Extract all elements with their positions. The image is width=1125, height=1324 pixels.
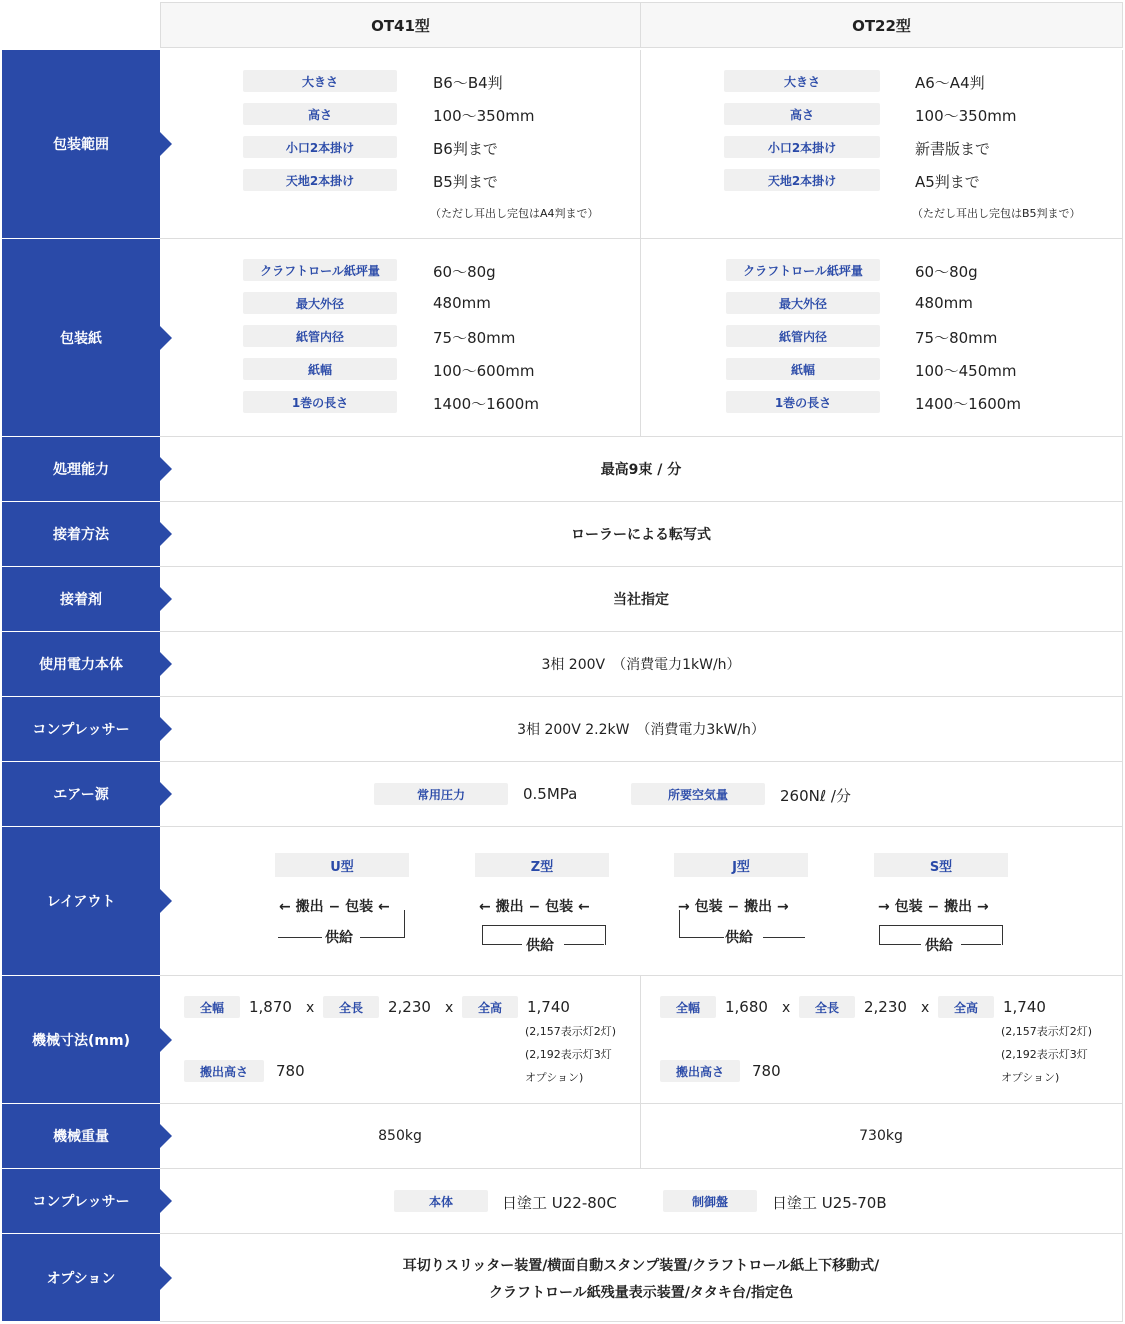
packing-range-ot41 [160, 50, 641, 239]
options-line1: 耳切りスリッター装置/横面自動スタンプ装置/クラフトロール紙上下移動式/ [402, 1258, 880, 1274]
value: 100～350mm [915, 107, 1017, 125]
label-dimensions [2, 976, 160, 1104]
layout-s-bracket [879, 925, 1003, 945]
value: 1,680 [725, 998, 768, 1016]
label-text: 接着剤 [60, 592, 102, 608]
key-pill: 搬出高さ [660, 1060, 740, 1082]
layout-u-line1: ← 搬出 − 包装 ← [279, 899, 390, 915]
label-text: オプション [46, 1270, 116, 1287]
layout-u-bracket [360, 910, 405, 938]
key-pill: 搬出高さ [184, 1060, 264, 1082]
power-body-text: 3相 200V （消費電力1kW/h） [541, 657, 741, 673]
key-pill: 紙管内径 [243, 325, 397, 347]
value: A5判まで [915, 173, 980, 191]
key-pill: 高さ [724, 103, 880, 125]
key-pill: 常用圧力 [374, 783, 508, 805]
note: (2,157表示灯2灯) [1001, 1025, 1093, 1038]
label-options [2, 1234, 160, 1322]
times-sign: x [445, 1000, 454, 1016]
label-adhesive [2, 567, 160, 632]
layout-z-line2: 供給 [526, 938, 554, 954]
label-power-body [2, 632, 160, 697]
header-ot41 [160, 2, 641, 48]
times-sign: x [782, 1000, 791, 1016]
adhesive-value [160, 567, 1123, 632]
note: オプション) [1001, 1071, 1060, 1084]
key-pill: 天地2本掛け [724, 169, 880, 191]
key-pill: 天地2本掛け [243, 169, 397, 191]
air-source-cell [160, 762, 1123, 827]
key-pill: 小口2本掛け [724, 136, 880, 158]
value: 260Nℓ /分 [780, 787, 851, 805]
label-text: 機械重量 [53, 1129, 109, 1145]
key-pill: 1巻の長さ [726, 391, 880, 413]
value: 1,740 [527, 998, 570, 1016]
value: B6判まで [433, 140, 498, 158]
value: 60～80g [433, 263, 496, 281]
layout-j-rule [763, 937, 805, 938]
label-air-source [2, 762, 160, 827]
key-pill: 本体 [394, 1190, 488, 1212]
layout-u-title: U型 [275, 853, 409, 877]
key-pill: 小口2本掛け [243, 136, 397, 158]
value: 75～80mm [915, 329, 998, 347]
value: 480mm [433, 294, 491, 312]
compressor-text: 3相 200V 2.2kW （消費電力3kW/h） [517, 722, 765, 738]
value: 新書版まで [915, 140, 991, 158]
value: B5判まで [433, 173, 498, 191]
value: 100～600mm [433, 362, 535, 380]
note: オプション) [525, 1071, 584, 1084]
value: 75～80mm [433, 329, 516, 347]
key-pill: 紙管内径 [726, 325, 880, 347]
key-pill: 高さ [243, 103, 397, 125]
key-pill: 最大外径 [243, 292, 397, 314]
label-text: 接着方法 [53, 527, 109, 543]
layout-cell [160, 827, 1123, 976]
packing-range-ot22 [640, 50, 1123, 239]
label-text: エアー源 [53, 787, 109, 803]
key-pill: 全幅 [184, 996, 240, 1018]
value: 100～450mm [915, 362, 1017, 380]
value: 2,230 [864, 998, 907, 1016]
layout-s-rule2 [961, 944, 1001, 945]
layout-j-line2: 供給 [725, 930, 753, 946]
capacity-value [160, 437, 1123, 502]
key-pill: 紙幅 [243, 358, 397, 380]
key-pill: クラフトロール紙坪量 [243, 259, 397, 281]
label-weight [2, 1104, 160, 1169]
adhesive-text: 当社指定 [613, 592, 669, 608]
value: 780 [752, 1062, 781, 1080]
options-cell [160, 1234, 1123, 1322]
value: 1400～1600m [433, 395, 539, 413]
value: 2,230 [388, 998, 431, 1016]
value: 780 [276, 1062, 305, 1080]
value: 1,870 [249, 998, 292, 1016]
key-pill: 1巻の長さ [243, 391, 397, 413]
label-text: 使用電力本体 [39, 657, 123, 673]
layout-j-bracket [679, 910, 724, 938]
value: 480mm [915, 294, 973, 312]
layout-j-line1: → 包装 − 搬出 → [678, 899, 789, 915]
adhesion-method-value [160, 502, 1123, 567]
label-adhesion-method [2, 502, 160, 567]
wrapping-paper-ot22 [640, 239, 1123, 437]
compressor-value [160, 697, 1123, 762]
layout-z-rule2 [564, 944, 604, 945]
compressor2-cell [160, 1169, 1123, 1234]
note: (2,192表示灯3灯 [1001, 1048, 1088, 1061]
weight-ot41 [160, 1104, 641, 1169]
label-text: 処理能力 [53, 462, 109, 478]
note: （ただし耳出し完包はA4判まで） [430, 207, 599, 220]
dimensions-ot41 [160, 976, 641, 1104]
power-body-value [160, 632, 1123, 697]
label-text: レイアウト [46, 894, 116, 910]
label-text: 包装範囲 [53, 137, 109, 153]
layout-z-title: Z型 [475, 853, 609, 877]
key-pill: 全高 [462, 996, 518, 1018]
value: B6～B4判 [433, 74, 503, 92]
options-line2: クラフトロール紙残量表示装置/タタキ台/指定色 [489, 1285, 793, 1301]
label-compressor [2, 697, 160, 762]
note: (2,192表示灯3灯 [525, 1048, 612, 1061]
value: 100～350mm [433, 107, 535, 125]
key-pill: 所要空気量 [631, 783, 765, 805]
dimensions-ot22 [640, 976, 1123, 1104]
label-text: 包装紙 [60, 330, 102, 347]
weight-ot22 [640, 1104, 1123, 1169]
key-pill: 最大外径 [726, 292, 880, 314]
layout-u-line2: 供給 [325, 930, 353, 946]
value: 1,740 [1003, 998, 1046, 1016]
value: 60～80g [915, 263, 978, 281]
header-ot22 [640, 2, 1123, 48]
times-sign: x [921, 1000, 930, 1016]
layout-s-rule [879, 944, 921, 945]
layout-j-title: J型 [674, 853, 808, 877]
note: （ただし耳出し完包はB5判まで） [912, 207, 1081, 220]
key-pill: クラフトロール紙坪量 [726, 259, 880, 281]
label-compressor2 [2, 1169, 160, 1234]
label-wrapping-paper [2, 239, 160, 437]
key-pill: 全長 [323, 996, 379, 1018]
weight-ot22-text: 730kg [859, 1128, 903, 1144]
label-layout [2, 827, 160, 976]
value: 日塗工 U22-80C [502, 1194, 617, 1212]
times-sign: x [306, 1000, 315, 1016]
capacity-text: 最高9束 / 分 [600, 462, 682, 478]
value: 1400～1600m [915, 395, 1021, 413]
key-pill: 大きさ [724, 70, 880, 92]
key-pill: 全長 [799, 996, 855, 1018]
key-pill: 全幅 [660, 996, 716, 1018]
key-pill: 大きさ [243, 70, 397, 92]
key-pill: 紙幅 [726, 358, 880, 380]
layout-z-rule [482, 944, 522, 945]
value: A6～A4判 [915, 74, 985, 92]
value: 日塗工 U25-70B [772, 1194, 887, 1212]
value: 0.5MPa [523, 785, 578, 803]
label-text: コンプレッサー [32, 722, 130, 738]
key-pill: 制御盤 [663, 1190, 757, 1212]
label-packing-range [2, 50, 160, 239]
layout-s-line1: → 包装 − 搬出 → [878, 899, 989, 915]
header-ot41-text: OT41型 [371, 16, 430, 35]
layout-u-rule [278, 937, 322, 938]
adhesion-method-text: ローラーによる転写式 [571, 527, 711, 543]
header-ot22-text: OT22型 [852, 16, 911, 35]
key-pill: 全高 [938, 996, 994, 1018]
label-text: 機械寸法(mm) [32, 1032, 130, 1049]
layout-s-line2: 供給 [925, 938, 953, 954]
note: (2,157表示灯2灯) [525, 1025, 617, 1038]
label-text: コンプレッサー [32, 1194, 130, 1210]
layout-z-line1: ← 搬出 − 包装 ← [479, 899, 590, 915]
wrapping-paper-ot41 [160, 239, 641, 437]
layout-s-title: S型 [874, 853, 1008, 877]
layout-z-bracket [482, 925, 606, 945]
label-capacity [2, 437, 160, 502]
weight-ot41-text: 850kg [378, 1128, 422, 1144]
